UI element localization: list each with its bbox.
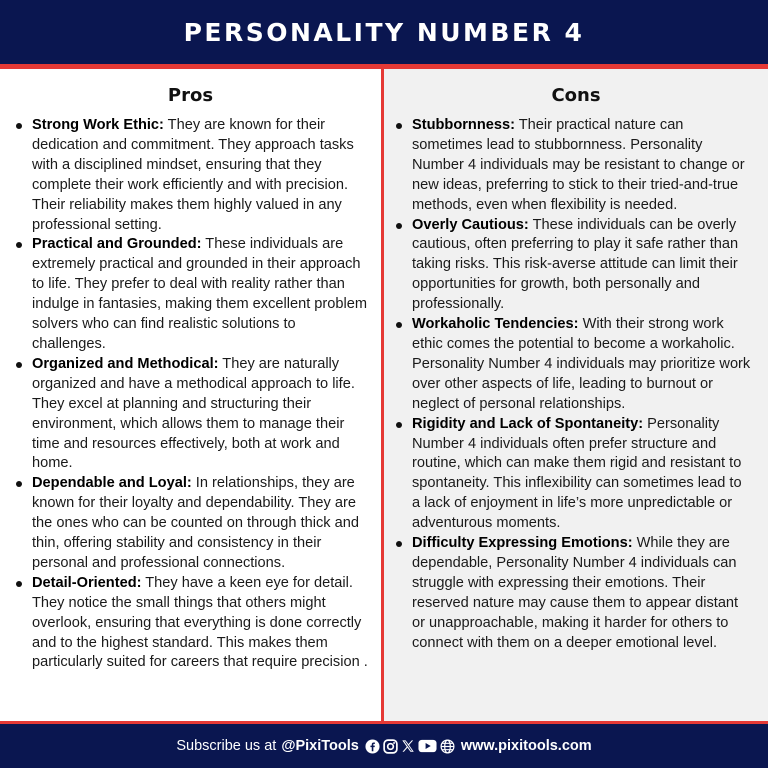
page-header [0, 0, 768, 64]
cons-list-item [394, 315, 752, 415]
bullet-icon [16, 242, 22, 248]
pros-list-item [14, 355, 371, 474]
cons-item-term: Stubbornness: [412, 117, 515, 133]
social-handle[interactable]: @PixiTools [281, 738, 359, 754]
cons-item-text: While they are dependable, Personality Number 4 individuals can struggle with expressing their emotions. Their reserved nature may cause them to appear distant or unapproachable, making it harder for others to connect with them on a deeper emotional level. [412, 535, 739, 651]
pros-item-term: Organized and Methodical: [32, 355, 219, 372]
pros-item-term: Practical and Grounded: [32, 236, 202, 253]
cons-list [384, 116, 768, 653]
bullet-icon [16, 123, 22, 129]
pros-item-term: Detail-Oriented: [32, 574, 142, 591]
x-icon[interactable] [401, 739, 415, 753]
pros-list-item [14, 116, 371, 235]
website-link[interactable]: www.pixitools.com [460, 738, 592, 754]
cons-item-term: Workaholic Tendencies: [412, 316, 579, 333]
bullet-icon [396, 422, 402, 428]
cons-item-term: Overly Cautious: [412, 216, 529, 233]
cons-list-item [394, 216, 752, 316]
cons-list-item [394, 534, 752, 653]
pros-item-text: They have a keen eye for detail. They notice the small things that others might overlook, ensuring that everything is done correctly and to the highest standard. This makes them particularly suited for careers that require precision . [32, 574, 368, 671]
cons-item-text: Personality Number 4 individuals often prefer structure and routine, which can make them rigid and resistant to spontaneity. This inflexibility can sometimes lead to a lack of enjoyment in life’s more unpredictable or adventurous moments. [412, 415, 742, 532]
pros-item-term: Strong Work Ethic: [32, 117, 164, 133]
globe-icon[interactable] [440, 739, 455, 754]
page-title: PERSONALITY NUMBER 4 [183, 17, 585, 47]
pros-item-text: They are naturally organized and have a methodical approach to life. They excel at planning and structuring their environment, which allows them to manage their time and resources effectively, both at work and home. [32, 355, 355, 472]
cons-list-item [394, 116, 752, 216]
pros-list-item [14, 235, 371, 354]
cons-item-text: With their strong work ethic comes the potential to become a workaholic. Personality Number 4 individuals may prioritize work over other aspects of life, leading to burnout or neglect of personal relationships. [412, 316, 751, 412]
cons-item-term: Difficulty Expressing Emotions: [412, 535, 633, 552]
instagram-icon[interactable] [383, 739, 398, 754]
cons-item-text: Their practical nature can sometimes lead to stubbornness. Personality Number 4 individuals may be resistant to change or new ideas, preferring to stick to their tried-and-true methods, even when flexibility is needed. [412, 117, 745, 213]
pros-list-item [14, 574, 371, 674]
youtube-icon[interactable] [418, 739, 437, 753]
pros-item-text: They are known for their dedication and commitment. They approach tasks with a disciplined mindset, ensuring that they complete their work efficiently and with precision. Their reliability makes them highly valued in any professional setting. [32, 117, 354, 233]
pros-item-text: These individuals are extremely practical and grounded in their approach to life. They prefer to deal with reality rather than indulge in fantasies, making them excellent problem solvers who can find realistic solutions to challenges. [32, 236, 368, 352]
cons-column [384, 69, 768, 721]
cons-item-text: These individuals can be overly cautious, often preferring to play it safe rather than taking risks. This risk-averse attitude can limit their opportunities for growth, both personally and professionally. [412, 216, 739, 313]
cons-item-term: Rigidity and Lack of Spontaneity: [412, 415, 644, 432]
pros-item-text: In relationships, they are known for their loyalty and dependability. They are the ones who can be counted on through thick and thin, offering stability and consistency in their personal and professional connections. [32, 475, 359, 571]
bullet-icon [16, 481, 22, 487]
social-icons [365, 739, 455, 754]
pros-item-term: Dependable and Loyal: [32, 475, 192, 492]
bullet-icon [396, 322, 402, 328]
cons-list-item [394, 415, 752, 534]
bullet-icon [396, 541, 402, 547]
pros-heading: Pros [167, 85, 214, 106]
pros-list-item [14, 474, 371, 574]
bullet-icon [396, 123, 402, 129]
cons-heading: Cons [551, 85, 601, 106]
subscribe-text: Subscribe us at [176, 738, 277, 754]
pros-list [0, 116, 381, 673]
facebook-icon[interactable] [365, 739, 380, 754]
footer-bar [0, 724, 768, 768]
bullet-icon [16, 581, 22, 587]
bullet-icon [16, 362, 22, 368]
bullet-icon [396, 223, 402, 229]
pros-column [0, 69, 381, 721]
